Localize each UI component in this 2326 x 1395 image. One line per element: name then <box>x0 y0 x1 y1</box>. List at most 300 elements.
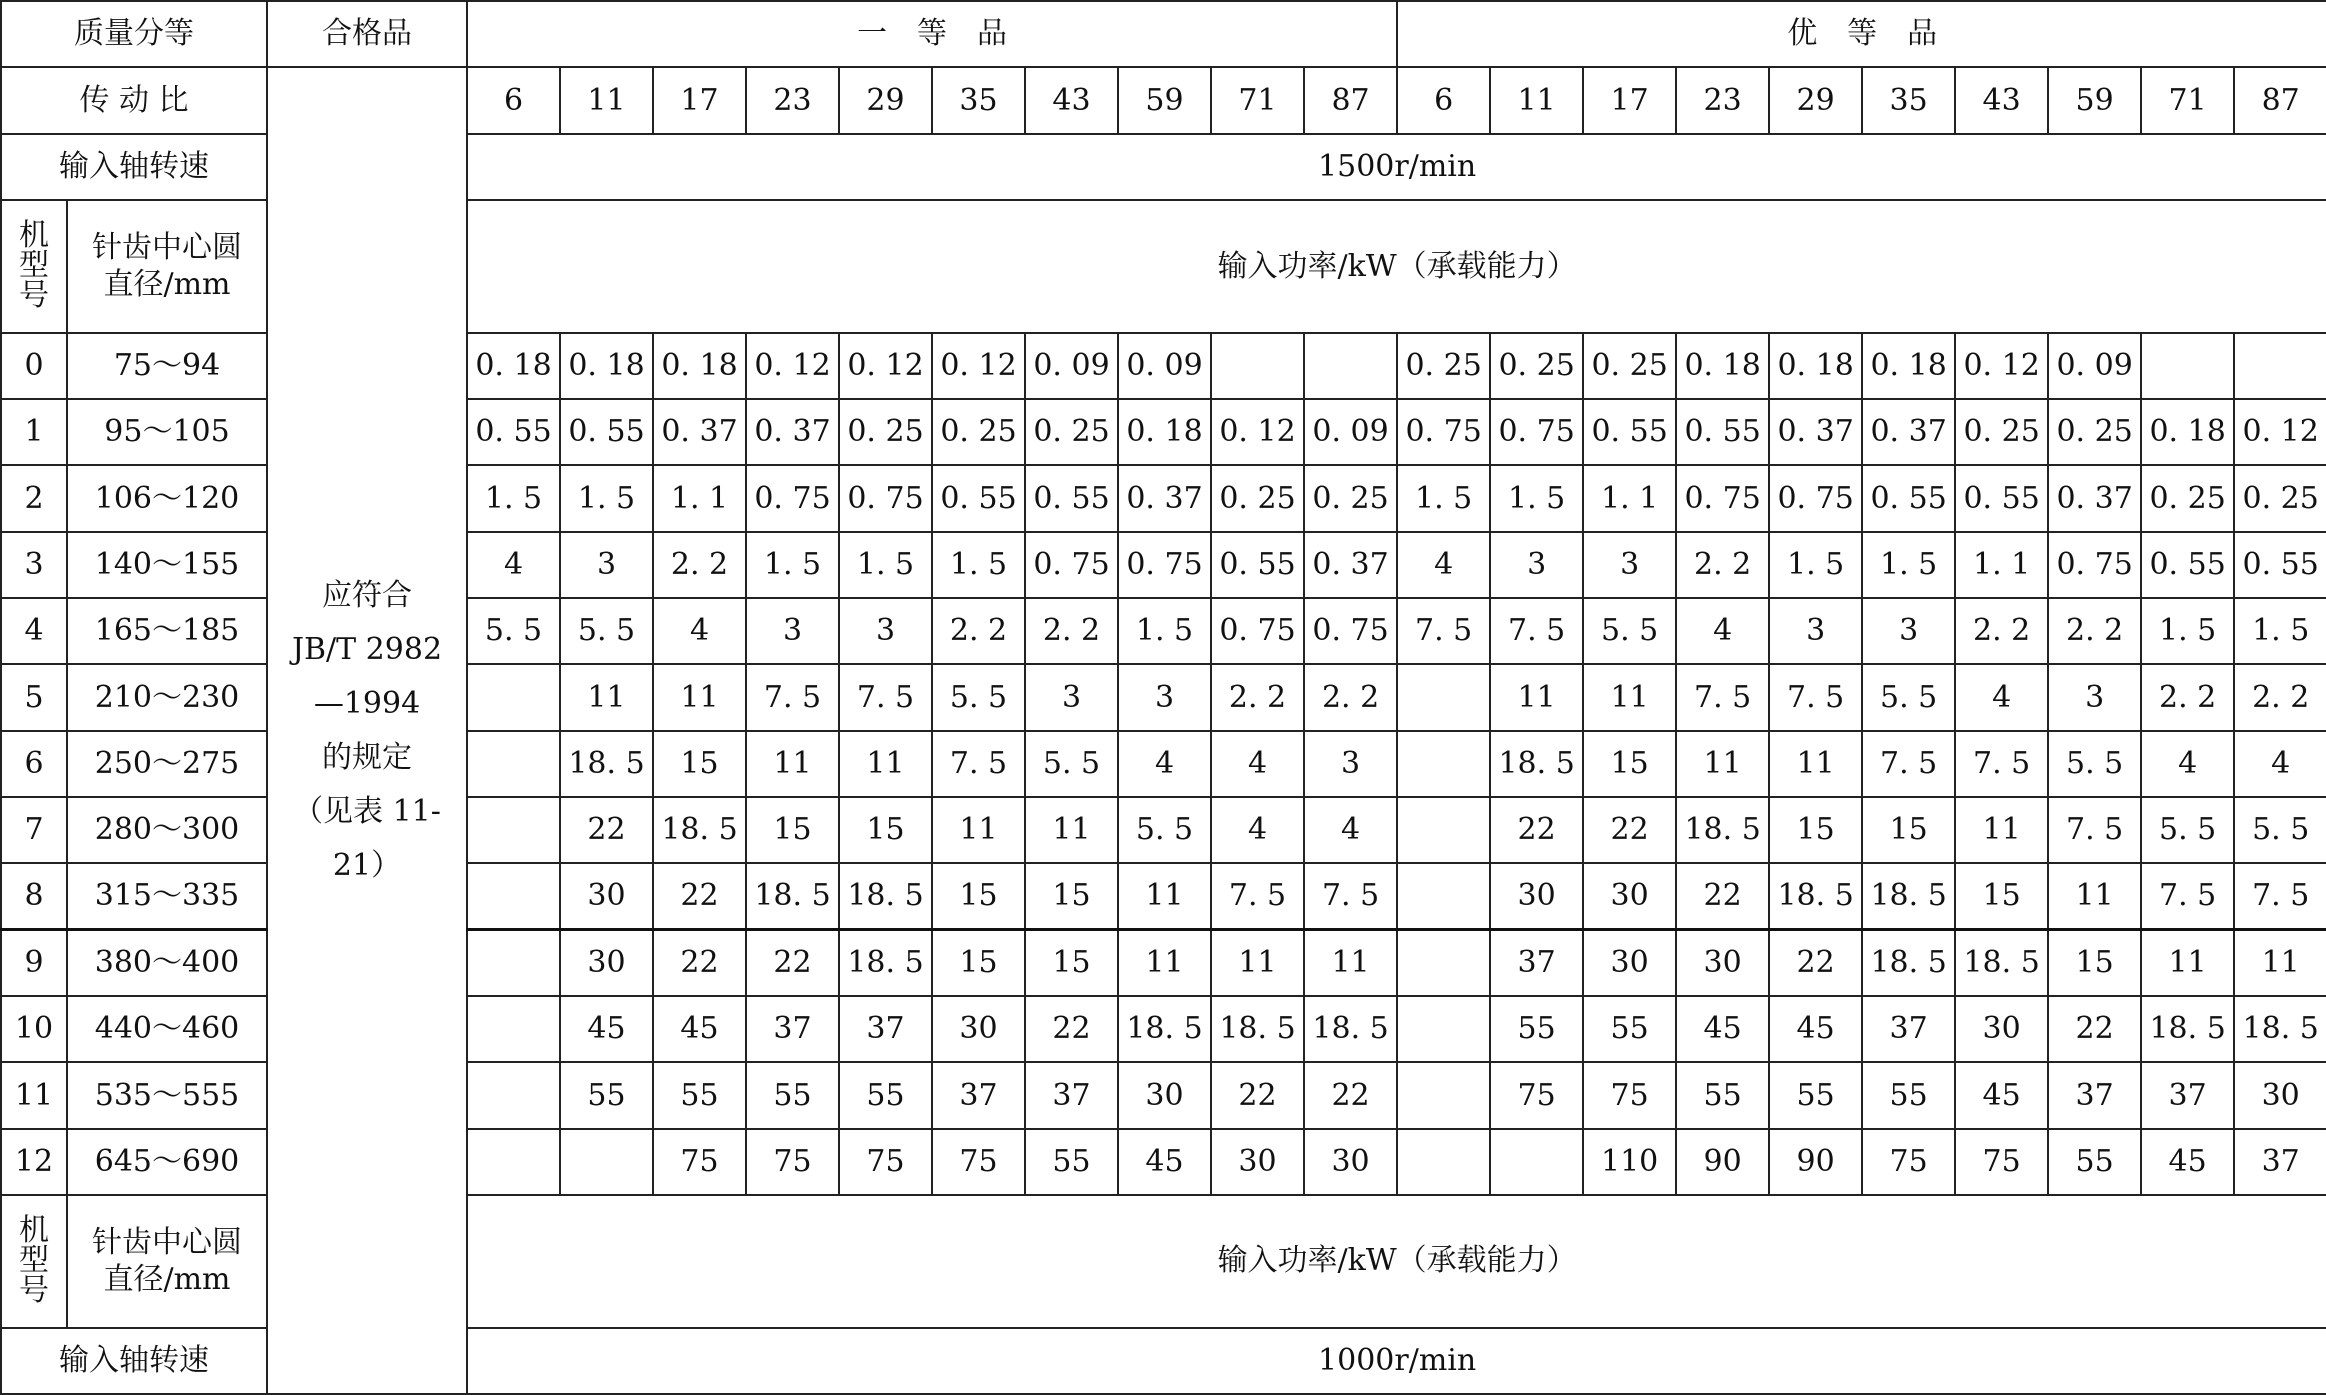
model-cell: 10 <box>1 996 67 1062</box>
ratio-superior-2: 17 <box>1583 67 1676 133</box>
power-superior-cell: 30 <box>2234 1062 2326 1128</box>
power-superior-cell: 15 <box>1955 863 2048 929</box>
diameter-cell: 210～230 <box>67 664 267 730</box>
power-superior-cell: 18. 5 <box>1862 930 1955 996</box>
power-first-cell: 37 <box>839 996 932 1062</box>
diameter-cell: 315～335 <box>67 863 267 929</box>
power-superior-cell: 75 <box>1490 1062 1583 1128</box>
power-superior-cell: 1. 1 <box>1955 532 2048 598</box>
power-first-cell: 0. 55 <box>560 399 653 465</box>
power-superior-cell: 45 <box>1955 1062 2048 1128</box>
power-first-cell <box>467 930 560 996</box>
power-first-cell: 30 <box>560 863 653 929</box>
power-first-cell: 15 <box>1025 930 1118 996</box>
power-superior-cell: 3 <box>2048 664 2141 730</box>
power-first-cell: 0. 25 <box>1211 465 1304 531</box>
power-first-cell: 4 <box>1118 731 1211 797</box>
ratio-superior-0: 6 <box>1397 67 1490 133</box>
power-superior-cell: 0. 25 <box>1583 333 1676 399</box>
power-first-cell: 37 <box>1025 1062 1118 1128</box>
power-first-cell: 2. 2 <box>1211 664 1304 730</box>
power-superior-cell: 5. 5 <box>1583 598 1676 664</box>
power-first-cell: 7. 5 <box>746 664 839 730</box>
diameter-cell: 140～155 <box>67 532 267 598</box>
power-superior-cell: 4 <box>1955 664 2048 730</box>
power-superior-cell: 18. 5 <box>2141 996 2234 1062</box>
model-cell: 6 <box>1 731 67 797</box>
power-superior-cell: 5. 5 <box>2048 731 2141 797</box>
power-first-cell <box>1211 333 1304 399</box>
power-first-cell: 11 <box>1025 797 1118 863</box>
power-superior-cell: 11 <box>2048 863 2141 929</box>
power-first-cell: 22 <box>1025 996 1118 1062</box>
power-first-cell: 22 <box>746 930 839 996</box>
ratio-superior-4: 29 <box>1769 67 1862 133</box>
power-superior-cell: 75 <box>1862 1129 1955 1195</box>
power-superior-cell: 5. 5 <box>1862 664 1955 730</box>
power-superior-cell: 90 <box>1676 1129 1769 1195</box>
power-first-cell: 11 <box>839 731 932 797</box>
power-first-cell: 0. 55 <box>1025 465 1118 531</box>
power-superior-cell: 0. 25 <box>1955 399 2048 465</box>
power-superior-cell: 1. 5 <box>1862 532 1955 598</box>
power-first-cell: 1. 5 <box>467 465 560 531</box>
power-superior-cell: 15 <box>1583 731 1676 797</box>
power-superior-cell: 1. 5 <box>2141 598 2234 664</box>
ratio-first-7: 59 <box>1118 67 1211 133</box>
power-first-cell <box>467 996 560 1062</box>
model-no-bottom-char: 机 <box>19 1213 49 1249</box>
power-first-cell: 0. 18 <box>1118 399 1211 465</box>
power-superior-cell: 4 <box>1676 598 1769 664</box>
power-first-cell: 11 <box>1211 930 1304 996</box>
power-superior-cell: 18. 5 <box>1955 930 2048 996</box>
power-first-cell: 15 <box>1025 863 1118 929</box>
power-superior-cell: 11 <box>1490 664 1583 730</box>
input-power-header-top: 输入功率/kW（承载能力） <box>467 200 2326 333</box>
power-superior-cell: 7. 5 <box>1955 731 2048 797</box>
power-superior-cell <box>1397 863 1490 929</box>
power-first-cell: 1. 5 <box>932 532 1025 598</box>
power-superior-cell: 0. 75 <box>1769 465 1862 531</box>
power-superior-cell: 3 <box>1490 532 1583 598</box>
power-first-cell: 30 <box>560 930 653 996</box>
power-first-cell: 11 <box>932 797 1025 863</box>
power-first-cell: 0. 75 <box>1304 598 1397 664</box>
power-first-cell: 18. 5 <box>839 930 932 996</box>
power-first-cell: 11 <box>653 664 746 730</box>
diameter-cell: 380～400 <box>67 930 267 996</box>
power-first-cell <box>467 1062 560 1128</box>
power-superior-cell: 55 <box>1676 1062 1769 1128</box>
power-superior-cell: 0. 37 <box>1769 399 1862 465</box>
power-superior-cell: 7. 5 <box>2234 863 2326 929</box>
model-cell: 7 <box>1 797 67 863</box>
power-superior-cell: 0. 55 <box>1583 399 1676 465</box>
speed-1000-value: 1000r/min <box>467 1328 2326 1394</box>
power-superior-cell: 3 <box>1862 598 1955 664</box>
power-superior-cell: 7. 5 <box>1676 664 1769 730</box>
power-superior-cell: 7. 5 <box>1769 664 1862 730</box>
power-first-cell: 18. 5 <box>1118 996 1211 1062</box>
power-superior-cell: 1. 1 <box>1583 465 1676 531</box>
model-cell: 12 <box>1 1129 67 1195</box>
power-first-cell: 0. 18 <box>560 333 653 399</box>
power-superior-cell: 90 <box>1769 1129 1862 1195</box>
power-first-cell: 7. 5 <box>932 731 1025 797</box>
power-first-cell: 30 <box>1304 1129 1397 1195</box>
power-superior-cell: 15 <box>1862 797 1955 863</box>
power-superior-cell: 22 <box>1769 930 1862 996</box>
power-first-cell: 75 <box>839 1129 932 1195</box>
power-superior-cell: 11 <box>2234 930 2326 996</box>
pin-circle-label-top: 针齿中心圆 <box>92 229 242 265</box>
power-superior-cell: 0. 55 <box>2141 532 2234 598</box>
power-first-cell <box>467 1129 560 1195</box>
power-superior-cell: 7. 5 <box>1397 598 1490 664</box>
power-superior-cell: 30 <box>1490 863 1583 929</box>
power-first-cell: 5. 5 <box>932 664 1025 730</box>
power-superior-cell: 11 <box>2141 930 2234 996</box>
power-first-cell: 15 <box>932 863 1025 929</box>
power-first-cell: 0. 12 <box>746 333 839 399</box>
power-superior-cell: 5. 5 <box>2141 797 2234 863</box>
power-superior-cell <box>1397 731 1490 797</box>
power-first-cell: 55 <box>746 1062 839 1128</box>
power-superior-cell: 18. 5 <box>2234 996 2326 1062</box>
diameter-cell: 106～120 <box>67 465 267 531</box>
ratio-first-0: 6 <box>467 67 560 133</box>
power-superior-cell: 4 <box>2141 731 2234 797</box>
power-first-cell: 0. 18 <box>653 333 746 399</box>
power-first-cell: 75 <box>653 1129 746 1195</box>
power-superior-cell: 0. 55 <box>1862 465 1955 531</box>
power-superior-cell: 0. 25 <box>2048 399 2141 465</box>
power-first-cell: 5. 5 <box>467 598 560 664</box>
ratio-first-8: 71 <box>1211 67 1304 133</box>
power-superior-cell: 11 <box>1676 731 1769 797</box>
power-first-cell: 2. 2 <box>1304 664 1397 730</box>
power-first-cell: 75 <box>746 1129 839 1195</box>
ratio-first-3: 23 <box>746 67 839 133</box>
power-first-cell: 55 <box>560 1062 653 1128</box>
power-superior-cell: 18. 5 <box>1769 863 1862 929</box>
power-first-cell: 0. 09 <box>1025 333 1118 399</box>
power-first-cell: 11 <box>1304 930 1397 996</box>
power-superior-cell: 15 <box>2048 930 2141 996</box>
power-first-cell: 22 <box>1304 1062 1397 1128</box>
power-superior-cell: 0. 25 <box>1490 333 1583 399</box>
model-no-bottom-char: 号 <box>19 1273 49 1309</box>
power-first-cell: 22 <box>560 797 653 863</box>
power-superior-cell: 55 <box>1769 1062 1862 1128</box>
power-first-cell: 0. 55 <box>467 399 560 465</box>
power-first-cell: 18. 5 <box>1211 996 1304 1062</box>
power-first-cell: 0. 25 <box>839 399 932 465</box>
power-first-cell: 0. 25 <box>1025 399 1118 465</box>
power-first-cell: 0. 12 <box>839 333 932 399</box>
power-superior-cell: 55 <box>1862 1062 1955 1128</box>
power-first-cell <box>467 731 560 797</box>
power-superior-cell: 18. 5 <box>1676 797 1769 863</box>
power-superior-cell <box>1397 930 1490 996</box>
qualified-note-line: 的规定 <box>322 739 412 775</box>
power-superior-cell: 1. 5 <box>1490 465 1583 531</box>
power-superior-cell: 45 <box>1676 996 1769 1062</box>
ratio-superior-3: 23 <box>1676 67 1769 133</box>
power-first-cell: 18. 5 <box>653 797 746 863</box>
power-superior-cell: 15 <box>1769 797 1862 863</box>
power-superior-cell: 22 <box>1490 797 1583 863</box>
power-first-cell: 18. 5 <box>1304 996 1397 1062</box>
ratio-first-2: 17 <box>653 67 746 133</box>
power-first-cell: 4 <box>653 598 746 664</box>
power-first-cell: 0. 55 <box>1211 532 1304 598</box>
ratio-superior-6: 43 <box>1955 67 2048 133</box>
power-first-cell: 0. 25 <box>932 399 1025 465</box>
model-no-bottom-char: 型 <box>19 1243 49 1279</box>
ratio-first-9: 87 <box>1304 67 1397 133</box>
diameter-cell: 75～94 <box>67 333 267 399</box>
power-superior-cell: 37 <box>2234 1129 2326 1195</box>
power-superior-cell: 2. 2 <box>1676 532 1769 598</box>
power-superior-cell: 30 <box>1583 930 1676 996</box>
power-superior-cell: 22 <box>1676 863 1769 929</box>
power-superior-cell: 7. 5 <box>2048 797 2141 863</box>
power-first-cell: 0. 37 <box>1304 532 1397 598</box>
power-first-cell: 0. 18 <box>467 333 560 399</box>
pin-circle-header-bottom <box>67 1195 267 1328</box>
power-first-cell <box>467 863 560 929</box>
power-first-cell: 30 <box>932 996 1025 1062</box>
diameter-cell: 165～185 <box>67 598 267 664</box>
input-power-header-bottom: 输入功率/kW（承载能力） <box>467 1195 2326 1328</box>
power-first-cell: 45 <box>653 996 746 1062</box>
power-superior-cell: 1. 5 <box>1397 465 1490 531</box>
qualified-note-line: JB/T 2982 <box>291 631 443 667</box>
speed-1500-value: 1500r/min <box>467 134 2326 200</box>
ratio-first-4: 29 <box>839 67 932 133</box>
grade-header-row <box>1 1 2326 67</box>
pin-circle-label-bottom: 针齿中心圆 <box>92 1224 242 1260</box>
power-superior-cell: 0. 12 <box>1955 333 2048 399</box>
diameter-cell: 280～300 <box>67 797 267 863</box>
power-first-cell <box>1304 333 1397 399</box>
power-first-cell: 30 <box>1118 1062 1211 1128</box>
power-superior-cell: 0. 37 <box>2048 465 2141 531</box>
power-first-cell: 4 <box>467 532 560 598</box>
power-superior-cell: 0. 75 <box>2048 532 2141 598</box>
power-superior-cell: 4 <box>2234 731 2326 797</box>
power-superior-cell: 0. 25 <box>1397 333 1490 399</box>
power-first-cell: 15 <box>746 797 839 863</box>
power-superior-cell: 4 <box>1397 532 1490 598</box>
power-first-cell: 22 <box>1211 1062 1304 1128</box>
power-first-cell: 3 <box>1304 731 1397 797</box>
power-superior-cell: 30 <box>1955 996 2048 1062</box>
power-first-cell: 15 <box>839 797 932 863</box>
power-first-cell: 0. 75 <box>1211 598 1304 664</box>
power-superior-cell: 22 <box>2048 996 2141 1062</box>
qualified-note-line: （见表 11-21） <box>293 793 441 883</box>
power-superior-cell: 75 <box>1955 1129 2048 1195</box>
ratio-superior-1: 11 <box>1490 67 1583 133</box>
power-superior-cell: 1. 5 <box>1769 532 1862 598</box>
power-superior-cell: 2. 2 <box>1955 598 2048 664</box>
power-first-cell: 0. 09 <box>1118 333 1211 399</box>
power-first-cell: 45 <box>560 996 653 1062</box>
power-superior-cell: 0. 18 <box>2141 399 2234 465</box>
model-cell: 9 <box>1 930 67 996</box>
power-first-cell: 4 <box>1304 797 1397 863</box>
diameter-cell: 535～555 <box>67 1062 267 1128</box>
power-superior-cell: 11 <box>1955 797 2048 863</box>
power-superior-cell <box>1397 797 1490 863</box>
power-first-cell: 11 <box>560 664 653 730</box>
ratio-row <box>1 67 2326 133</box>
power-superior-cell <box>1397 664 1490 730</box>
power-first-cell: 22 <box>653 863 746 929</box>
power-superior-cell: 3 <box>1769 598 1862 664</box>
power-first-cell: 55 <box>839 1062 932 1128</box>
power-superior-cell: 5. 5 <box>2234 797 2326 863</box>
power-superior-cell: 0. 18 <box>1676 333 1769 399</box>
power-first-cell: 2. 2 <box>1025 598 1118 664</box>
ratio-first-6: 43 <box>1025 67 1118 133</box>
power-superior-cell: 2. 2 <box>2048 598 2141 664</box>
model-cell: 1 <box>1 399 67 465</box>
power-first-cell: 1. 1 <box>653 465 746 531</box>
power-superior-cell <box>1397 996 1490 1062</box>
ratio-superior-7: 59 <box>2048 67 2141 133</box>
power-first-cell: 2. 2 <box>932 598 1025 664</box>
pin-circle-header-top <box>67 200 267 333</box>
power-superior-cell: 110 <box>1583 1129 1676 1195</box>
power-first-cell: 0. 37 <box>1118 465 1211 531</box>
power-first-cell: 3 <box>746 598 839 664</box>
power-superior-cell: 0. 12 <box>2234 399 2326 465</box>
power-superior-cell: 30 <box>1676 930 1769 996</box>
power-superior-cell <box>1397 1129 1490 1195</box>
power-first-cell: 11 <box>1118 930 1211 996</box>
power-first-cell: 2. 2 <box>653 532 746 598</box>
power-first-cell: 0. 75 <box>1025 532 1118 598</box>
power-superior-cell: 45 <box>1769 996 1862 1062</box>
power-first-cell: 0. 37 <box>746 399 839 465</box>
power-superior-cell: 7. 5 <box>1862 731 1955 797</box>
input-speed-label-top: 输入轴转速 <box>1 134 267 200</box>
power-first-cell: 1. 5 <box>746 532 839 598</box>
power-first-cell: 1. 5 <box>839 532 932 598</box>
power-first-cell: 55 <box>653 1062 746 1128</box>
power-superior-cell: 0. 55 <box>1955 465 2048 531</box>
power-superior-cell <box>1490 1129 1583 1195</box>
power-first-cell: 3 <box>1025 664 1118 730</box>
ratio-first-1: 11 <box>560 67 653 133</box>
ratio-superior-8: 71 <box>2141 67 2234 133</box>
power-superior-cell: 0. 37 <box>1862 399 1955 465</box>
power-first-cell: 0. 12 <box>932 333 1025 399</box>
power-first-cell: 0. 55 <box>932 465 1025 531</box>
model-no-header-top <box>1 200 67 333</box>
power-superior-cell: 3 <box>1583 532 1676 598</box>
model-cell: 8 <box>1 863 67 929</box>
power-first-cell: 0. 37 <box>653 399 746 465</box>
qualified-note-line: —1994 <box>313 685 421 721</box>
power-superior-cell <box>2234 333 2326 399</box>
power-superior-cell: 0. 18 <box>1862 333 1955 399</box>
qualified-note-cell <box>267 67 467 1394</box>
diameter-cell: 250～275 <box>67 731 267 797</box>
power-first-cell: 1. 5 <box>560 465 653 531</box>
power-first-cell: 15 <box>653 731 746 797</box>
power-first-cell: 3 <box>839 598 932 664</box>
power-superior-cell: 7. 5 <box>1490 598 1583 664</box>
power-first-cell: 0. 25 <box>1304 465 1397 531</box>
power-first-cell: 4 <box>1211 731 1304 797</box>
power-first-cell: 5. 5 <box>1025 731 1118 797</box>
power-first-cell: 7. 5 <box>839 664 932 730</box>
model-cell: 0 <box>1 333 67 399</box>
power-first-cell: 18. 5 <box>839 863 932 929</box>
power-first-cell: 0. 75 <box>746 465 839 531</box>
power-superior-cell: 37 <box>1490 930 1583 996</box>
power-superior-cell: 0. 09 <box>2048 333 2141 399</box>
diameter-label-top: 直径/mm <box>103 267 231 303</box>
power-superior-cell: 22 <box>1583 797 1676 863</box>
power-first-cell: 75 <box>932 1129 1025 1195</box>
power-first-cell: 37 <box>932 1062 1025 1128</box>
power-first-cell: 0. 12 <box>1211 399 1304 465</box>
model-no-header-bottom <box>1 1195 67 1328</box>
power-first-cell: 11 <box>746 731 839 797</box>
power-superior-cell: 0. 55 <box>1676 399 1769 465</box>
model-cell: 2 <box>1 465 67 531</box>
power-superior-cell: 45 <box>2141 1129 2234 1195</box>
model-cell: 5 <box>1 664 67 730</box>
power-first-cell: 37 <box>746 996 839 1062</box>
power-superior-cell: 37 <box>2141 1062 2234 1128</box>
diameter-cell: 645～690 <box>67 1129 267 1195</box>
power-first-cell: 0. 75 <box>839 465 932 531</box>
power-superior-cell: 55 <box>1490 996 1583 1062</box>
power-superior-cell: 37 <box>2048 1062 2141 1128</box>
power-first-cell: 0. 09 <box>1304 399 1397 465</box>
power-superior-cell: 11 <box>1769 731 1862 797</box>
power-superior-cell: 2. 2 <box>2234 664 2326 730</box>
power-first-cell: 7. 5 <box>1211 863 1304 929</box>
power-first-cell <box>560 1129 653 1195</box>
model-no-top-char: 机 <box>19 218 49 254</box>
quality-grade-header: 质量分等 <box>1 1 267 67</box>
ratio-superior-5: 35 <box>1862 67 1955 133</box>
ratio-first-5: 35 <box>932 67 1025 133</box>
power-superior-cell: 18. 5 <box>1862 863 1955 929</box>
diameter-cell: 95～105 <box>67 399 267 465</box>
power-superior-cell: 2. 2 <box>2141 664 2234 730</box>
power-first-cell: 7. 5 <box>1304 863 1397 929</box>
power-superior-cell: 0. 75 <box>1676 465 1769 531</box>
diameter-cell: 440～460 <box>67 996 267 1062</box>
superior-header: 优 等 品 <box>1397 1 2326 67</box>
power-first-cell: 4 <box>1211 797 1304 863</box>
power-superior-cell: 0. 55 <box>2234 532 2326 598</box>
power-first-cell: 5. 5 <box>1118 797 1211 863</box>
model-no-top-char: 号 <box>19 278 49 314</box>
power-first-cell: 18. 5 <box>560 731 653 797</box>
power-first-cell: 3 <box>1118 664 1211 730</box>
model-cell: 4 <box>1 598 67 664</box>
